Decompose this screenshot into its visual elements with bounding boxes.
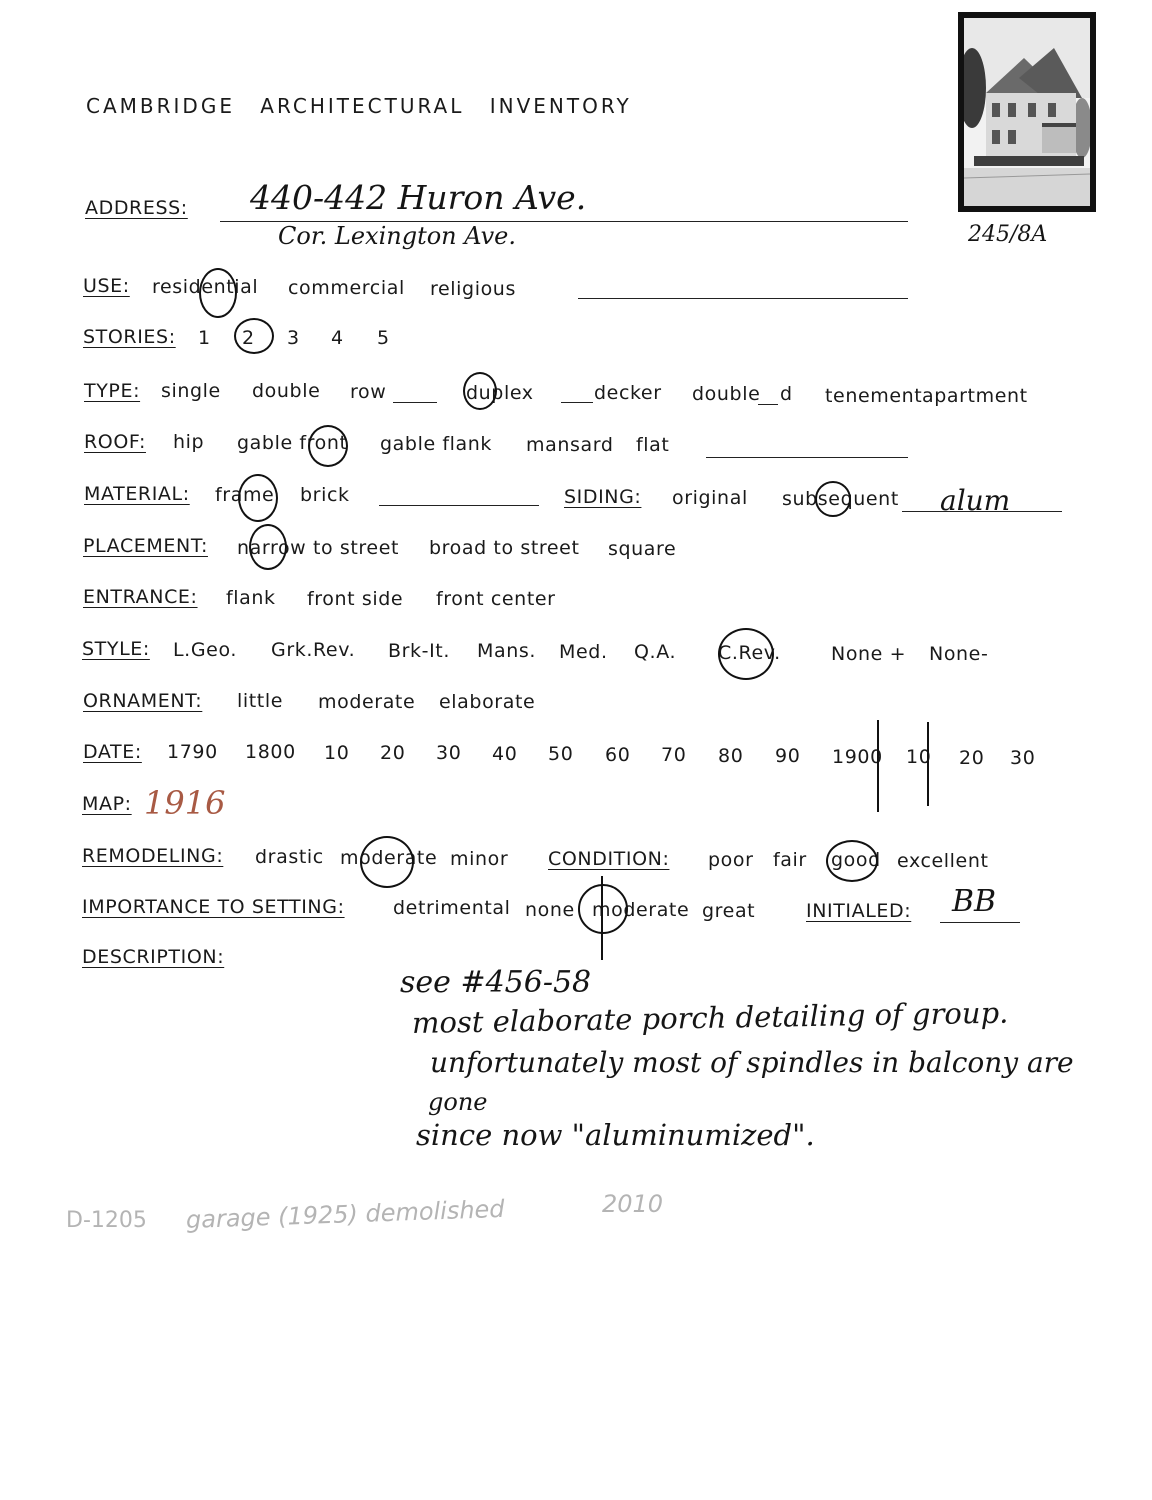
importance-none: none	[525, 899, 575, 921]
stories-5: 5	[377, 327, 390, 349]
initialed-value: BB	[952, 884, 997, 919]
entrance-flank: flank	[226, 587, 276, 609]
roof-label: ROOF:	[84, 431, 146, 453]
date-1830: 30	[436, 742, 462, 764]
importance-selection-stroke	[601, 876, 603, 960]
material-brick: brick	[300, 484, 350, 506]
remodeling-label: REMODELING:	[82, 845, 224, 867]
entrance-front-side: front side	[307, 588, 404, 610]
type-double-d-blank	[758, 404, 778, 405]
roof-blank-line	[706, 457, 908, 458]
importance-selection-circle	[578, 884, 628, 934]
condition-excellent: excellent	[897, 850, 989, 872]
importance-great: great	[702, 900, 756, 922]
address-label: ADDRESS:	[85, 197, 188, 219]
ornament-label: ORNAMENT:	[83, 690, 203, 712]
entrance-front-center: front center	[436, 588, 556, 610]
remodeling-minor: minor	[450, 848, 509, 870]
roof-flat: flat	[636, 434, 670, 456]
date-1860: 60	[605, 744, 631, 766]
stories-3: 3	[287, 327, 300, 349]
date-range-start-mark	[877, 720, 879, 812]
pencil-ref: D-1205	[66, 1208, 147, 1233]
description-line-1: see #456-58	[400, 965, 592, 1000]
placement-broad: broad to street	[429, 537, 580, 559]
use-religious: religious	[430, 278, 516, 300]
condition-poor: poor	[708, 849, 754, 871]
placement-narrow: narrow to street	[237, 537, 400, 559]
importance-moderate: moderate	[592, 899, 690, 921]
style-grkrev: Grk.Rev.	[271, 639, 356, 661]
date-1840: 40	[492, 743, 518, 765]
description-line-2: most elaborate porch detailing of group.	[411, 995, 1009, 1040]
stories-label: STORIES:	[83, 326, 176, 348]
style-none-minus: None-	[929, 643, 989, 665]
use-commercial: commercial	[288, 277, 405, 299]
roof-hip: hip	[173, 431, 205, 453]
siding-label: SIDING:	[564, 486, 642, 508]
pencil-note-year: 2010	[602, 1190, 664, 1218]
description-label: DESCRIPTION:	[82, 946, 225, 968]
condition-selection-circle	[826, 840, 878, 882]
style-lgeo: L.Geo.	[173, 639, 237, 661]
stories-1: 1	[198, 327, 211, 349]
remodeling-moderate: moderate	[340, 847, 438, 869]
type-double: double	[252, 380, 321, 402]
condition-fair: fair	[773, 849, 807, 871]
stories-2: 2	[242, 327, 255, 349]
date-1920: 20	[959, 747, 985, 769]
condition-label: CONDITION:	[548, 848, 670, 870]
date-1900: 1900	[832, 746, 883, 768]
remodeling-drastic: drastic	[255, 846, 324, 868]
date-1850: 50	[548, 743, 574, 765]
siding-selection-circle	[815, 481, 851, 517]
ornament-moderate: moderate	[318, 691, 416, 713]
style-brkit: Brk-It.	[388, 640, 450, 662]
date-1800: 1800	[245, 741, 296, 763]
map-year: 1916	[144, 784, 226, 822]
photo-number: 245/8A	[968, 222, 1048, 247]
type-tenement: tenement	[825, 385, 923, 407]
style-crev: C.Rev.	[718, 642, 781, 664]
importance-label: IMPORTANCE TO SETTING:	[82, 896, 345, 918]
style-selection-circle	[718, 628, 774, 680]
date-range-end-mark	[927, 722, 929, 806]
roof-mansard: mansard	[526, 434, 614, 456]
ornament-little: little	[237, 690, 284, 712]
description-line-3: unfortunately most of spindles in balcony are	[430, 1046, 1074, 1079]
building-photo	[958, 12, 1096, 212]
address-line2: Cor. Lexington Ave.	[278, 222, 517, 250]
placement-label: PLACEMENT:	[83, 535, 208, 557]
placement-square: square	[608, 538, 677, 560]
importance-detrimental: detrimental	[393, 897, 511, 919]
style-mans: Mans.	[477, 640, 537, 662]
type-row: row	[350, 381, 387, 403]
pencil-note-text: garage (1925) demolished	[185, 1194, 505, 1234]
style-med: Med.	[559, 641, 608, 663]
ornament-elaborate: elaborate	[439, 691, 536, 713]
stories-selection-circle	[234, 318, 274, 354]
roof-gable-flank: gable flank	[380, 433, 493, 455]
type-duplex-mark	[463, 372, 497, 410]
placement-selection-circle	[249, 524, 287, 570]
style-none-plus: None +	[831, 643, 907, 665]
date-1790: 1790	[167, 741, 218, 763]
date-1930: 30	[1010, 747, 1036, 769]
date-1810: 10	[324, 742, 350, 764]
style-qa: Q.A.	[634, 641, 677, 663]
use-blank-line	[578, 298, 908, 299]
entrance-label: ENTRANCE:	[83, 586, 198, 608]
use-residential: residential	[152, 276, 259, 298]
type-single: single	[161, 380, 221, 402]
initialed-underline	[940, 922, 1020, 923]
date-1870: 70	[661, 744, 687, 766]
condition-good: good	[831, 849, 881, 871]
date-1820: 20	[380, 742, 406, 764]
type-decker: decker	[594, 382, 662, 404]
date-label: DATE:	[83, 741, 142, 763]
material-blank-line	[379, 505, 539, 506]
type-decker-blank	[561, 402, 593, 403]
style-label: STYLE:	[82, 638, 150, 660]
date-1910: 10	[906, 746, 932, 768]
remodeling-selection-circle	[360, 836, 414, 888]
initialed-label: INITIALED:	[806, 900, 912, 922]
material-label: MATERIAL:	[84, 483, 190, 505]
material-frame: frame	[215, 484, 275, 506]
address-line1: 440-442 Huron Ave.	[250, 178, 587, 217]
siding-subsequent: subsequent	[782, 488, 899, 510]
description-line-5: since now "aluminumized".	[416, 1118, 815, 1152]
use-selection-circle	[199, 268, 237, 318]
siding-original: original	[672, 487, 748, 509]
map-label: MAP:	[82, 793, 132, 815]
type-double-d: double	[692, 383, 761, 405]
material-selection-circle	[238, 474, 278, 522]
type-row-blank	[393, 402, 437, 403]
roof-gable-front: gable front	[237, 432, 348, 454]
form-title: CAMBRIDGE ARCHITECTURAL INVENTORY	[86, 94, 632, 118]
date-1880: 80	[718, 745, 744, 767]
siding-handwritten: alum	[940, 484, 1011, 517]
type-label: TYPE:	[84, 380, 141, 402]
description-line-4: gone	[428, 1088, 488, 1116]
type-duplex: duplex	[466, 382, 534, 404]
house-photo-image	[964, 18, 1090, 206]
date-1890: 90	[775, 745, 801, 767]
stories-4: 4	[331, 327, 344, 349]
use-label: USE:	[83, 275, 130, 297]
type-d: d	[780, 383, 793, 405]
type-apartment: apartment	[922, 385, 1028, 407]
roof-selection-circle	[308, 425, 348, 467]
